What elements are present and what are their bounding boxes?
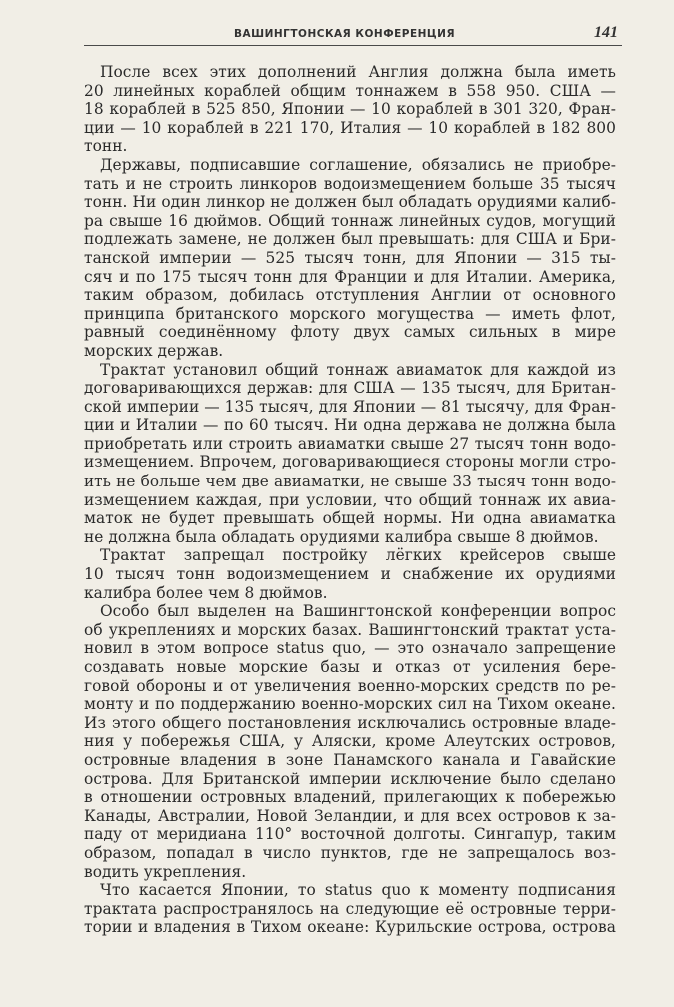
text-line: создавать новые морские базы и отказ от усиления бере- <box>84 658 616 676</box>
text-line: Трактат установил общий тоннаж авиаматок для каждой из <box>100 360 616 379</box>
text-line: Что касается Японии, то status quo к моменту подписания <box>100 881 616 900</box>
text-line: острова. Для Британской империи исключение было сделано <box>84 769 616 788</box>
text-line: говой обороны и от увеличения военно-морских средств по ре- <box>84 676 616 695</box>
text-line: измещением каждая, при условии, что общий тоннаж их авиа- <box>84 490 616 509</box>
text-line: ить не больше чем две авиаматки, не свыше 33 тысяч тонн водо- <box>84 472 616 491</box>
text-line: тонн. <box>84 137 128 156</box>
text-line: 20 линейных кораблей общим тоннажем в 558 950. США — <box>84 81 616 100</box>
text-line: монту и по поддержанию военно-морских сил на Тихом океане. <box>84 695 616 714</box>
text-line: Державы, подписавшие соглашение, обязались не приобре- <box>100 155 616 174</box>
body-text <box>84 63 616 937</box>
text-line: равный соединённому флоту двух самых сильных в мире <box>84 323 616 342</box>
text-line: измещением. Впрочем, договаривающиеся стороны могли стро- <box>84 453 616 472</box>
text-line: 10 тысяч тонн водоизмещением и снабжение их орудиями <box>84 565 616 584</box>
text-line: об укреплениях и морских базах. Вашингтонский трактат уста- <box>84 620 616 639</box>
header-rule <box>84 45 622 46</box>
text-line: морских держав. <box>84 341 224 360</box>
text-line: Канады, Австралии, Новой Зеландии, и для всех островов к за- <box>84 806 616 825</box>
text-line: маток не будет превышать общей нормы. Ни одна авиаматка <box>84 509 616 528</box>
text-line: водить укрепления. <box>84 862 247 881</box>
running-head <box>84 24 622 46</box>
text-line: принципа британского морского могущества — иметь флот, <box>84 304 616 323</box>
text-line: Из этого общего постановления исключались островные владе- <box>84 713 616 732</box>
text-line: сяч и по 175 тысяч тонн для Франции и для Италии. Америка, <box>84 267 616 286</box>
text-line: не должна была обладать орудиями калибра свыше 8 дюймов. <box>84 527 599 546</box>
text-line: договаривающихся держав: для США — 135 тысяч, для Британ- <box>84 379 616 398</box>
text-line: в отношении островных владений, прилегающих к побережью <box>84 788 616 807</box>
text-line: островные владения в зоне Панамского канала и Гавайские <box>84 750 616 769</box>
text-line: калибра более чем 8 дюймов. <box>84 583 328 602</box>
text-line: новил в этом вопросе status quo, — это означало запрещение <box>84 639 616 658</box>
text-line: паду от меридиана 110° восточной долготы. Сингапур, таким <box>84 825 616 844</box>
text-line: тонн. Ни один линкор не должен был обладать орудиями калиб- <box>84 193 616 212</box>
text-line: ции — 10 кораблей в 221 170, Италия — 10 кораблей в 182 800 <box>84 118 616 137</box>
text-line: приобретать или строить авиаматки свыше 27 тысяч тонн водо- <box>84 434 616 453</box>
text-line: ния у побережья США, у Аляски, кроме Алеутских островов, <box>84 732 616 751</box>
text-line: ской империи — 135 тысяч, для Японии — 81 тысячу, для Фран- <box>84 397 616 416</box>
page-number: 141 <box>594 24 618 41</box>
text-line: ции и Италии — по 60 тысяч. Ни одна держава не должна была <box>84 416 616 435</box>
text-line: Трактат запрещал постройку лёгких крейсеров свыше <box>100 546 616 565</box>
text-line: тории и владения в Тихом океане: Курильские острова, острова <box>84 918 616 937</box>
text-line: трактата распространялось на следующие её островные терри- <box>84 899 616 918</box>
text-line: танской империи — 525 тысяч тонн, для Японии — 315 ты- <box>84 248 616 267</box>
text-line: образом, попадал в число пунктов, где не запрещалось воз- <box>84 843 616 862</box>
text-line: Особо был выделен на Вашингтонской конференции вопрос <box>100 602 616 621</box>
running-title: ВАШИНГТОНСКАЯ КОНФЕРЕНЦИЯ <box>234 28 456 40</box>
text-line: ра свыше 16 дюймов. Общий тоннаж линейных судов, могущий <box>84 211 616 230</box>
text-line: тать и не строить линкоров водоизмещением больше 35 тысяч <box>84 174 616 193</box>
text-line: После всех этих дополнений Англия должна была иметь <box>100 63 616 81</box>
text-line: подлежать замене, не должен был превышать: для США и Бри- <box>84 230 616 249</box>
text-line: таким образом, добилась отступления Англии от основного <box>84 286 616 305</box>
text-line: 18 кораблей в 525 850, Японии — 10 кораблей в 301 320, Фран- <box>84 100 616 119</box>
